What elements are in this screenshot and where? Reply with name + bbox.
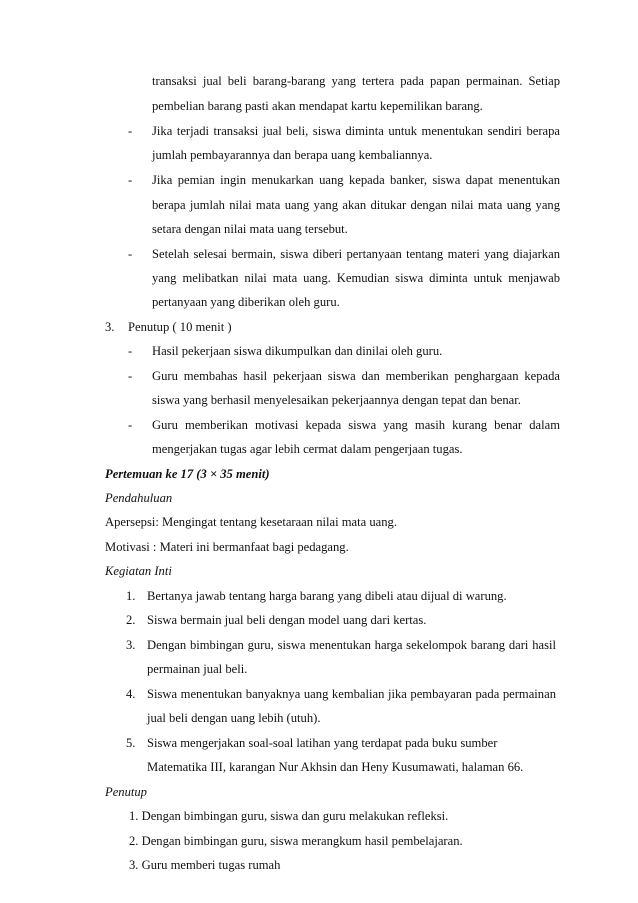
bullet-line: berapa jumlah nilai mata uang yang akan ditukar dengan nilai mata uang yang bbox=[152, 198, 560, 212]
bullet-line: mengerjakan tugas agar lebih cermat dalam pengerjaan tugas. bbox=[152, 442, 463, 456]
penutup-item: 2. Dengan bimbingan guru, siswa merangkum hasil pembelajaran. bbox=[129, 834, 463, 848]
list-item: Siswa menentukan banyaknya uang kembalian jika pembayaran pada permainan bbox=[147, 687, 556, 701]
list-item: Matematika III, karangan Nur Akhsin dan Heny Kusumawati, halaman 66. bbox=[147, 760, 524, 774]
bullet-line: Hasil pekerjaan siswa dikumpulkan dan dinilai oleh guru. bbox=[152, 344, 443, 358]
bullet-marker: - bbox=[128, 344, 133, 358]
pendahuluan-label: Pendahuluan bbox=[105, 491, 173, 505]
penutup-item: 3. Guru memberi tugas rumah bbox=[129, 858, 281, 872]
section-number: 3. bbox=[105, 320, 115, 334]
list-number: 2. bbox=[126, 613, 136, 627]
bullet-marker: - bbox=[128, 124, 133, 138]
bullet-line: setara dengan nilai mata uang tersebut. bbox=[152, 222, 348, 236]
list-item: Dengan bimbingan guru, siswa menentukan harga sekelompok barang dari hasil bbox=[147, 638, 556, 652]
list-item: permainan jual beli. bbox=[147, 662, 248, 676]
apersepsi-line: Apersepsi: Mengingat tentang kesetaraan nilai mata uang. bbox=[105, 515, 398, 529]
meeting-heading: Pertemuan ke 17 (3 × 35 menit) bbox=[105, 467, 270, 481]
penutup-label: Penutup bbox=[105, 785, 147, 799]
list-item: Bertanya jawab tentang harga barang yang dibeli atau dijual di warung. bbox=[147, 589, 507, 603]
bullet-line: siswa yang berhasil menyelesaikan pekerjaannya dengan tepat dan benar. bbox=[152, 393, 521, 407]
section-title: Penutup ( 10 menit ) bbox=[128, 320, 232, 334]
bullet-line: Setelah selesai bermain, siswa diberi pertanyaan tentang materi yang diajarkan bbox=[152, 247, 560, 261]
motivasi-line: Motivasi : Materi ini bermanfaat bagi pedagang. bbox=[105, 540, 349, 554]
bullet-line: Jika terjadi transaksi jual beli, siswa diminta untuk menentukan sendiri berapa bbox=[152, 124, 560, 138]
bullet-line: pertanyaan yang diberikan oleh guru. bbox=[152, 295, 340, 309]
list-item: jual beli dengan uang lebih (utuh). bbox=[147, 711, 321, 725]
paragraph-line: pembelian barang pasti akan mendapat kartu kepemilikan barang. bbox=[152, 99, 483, 113]
list-item: Siswa mengerjakan soal-soal latihan yang terdapat pada buku sumber bbox=[147, 736, 498, 750]
bullet-line: jumlah pembayarannya dan berapa uang kembaliannya. bbox=[152, 148, 433, 162]
kegiatan-label: Kegiatan Inti bbox=[105, 564, 172, 578]
list-item: Siswa bermain jual beli dengan model uang dari kertas. bbox=[147, 613, 427, 627]
list-number: 4. bbox=[126, 687, 136, 701]
bullet-line: Jika pemian ingin menukarkan uang kepada banker, siswa dapat menentukan bbox=[152, 173, 560, 187]
bullet-line: Guru membahas hasil pekerjaan siswa dan memberikan penghargaan kepada bbox=[152, 369, 560, 383]
bullet-marker: - bbox=[128, 173, 133, 187]
list-number: 1. bbox=[126, 589, 136, 603]
bullet-marker: - bbox=[128, 247, 133, 261]
bullet-marker: - bbox=[128, 418, 133, 432]
list-number: 3. bbox=[126, 638, 136, 652]
paragraph-line: transaksi jual beli barang-barang yang tertera pada papan permainan. Setiap bbox=[152, 74, 560, 88]
list-number: 5. bbox=[126, 736, 136, 750]
bullet-line: Guru memberikan motivasi kepada siswa yang masih kurang benar dalam bbox=[152, 418, 560, 432]
penutup-item: 1. Dengan bimbingan guru, siswa dan guru melakukan refleksi. bbox=[129, 809, 449, 823]
bullet-line: yang melibatkan nilai mata uang. Kemudian siswa diminta untuk menjawab bbox=[152, 271, 560, 285]
bullet-marker: - bbox=[128, 369, 133, 383]
